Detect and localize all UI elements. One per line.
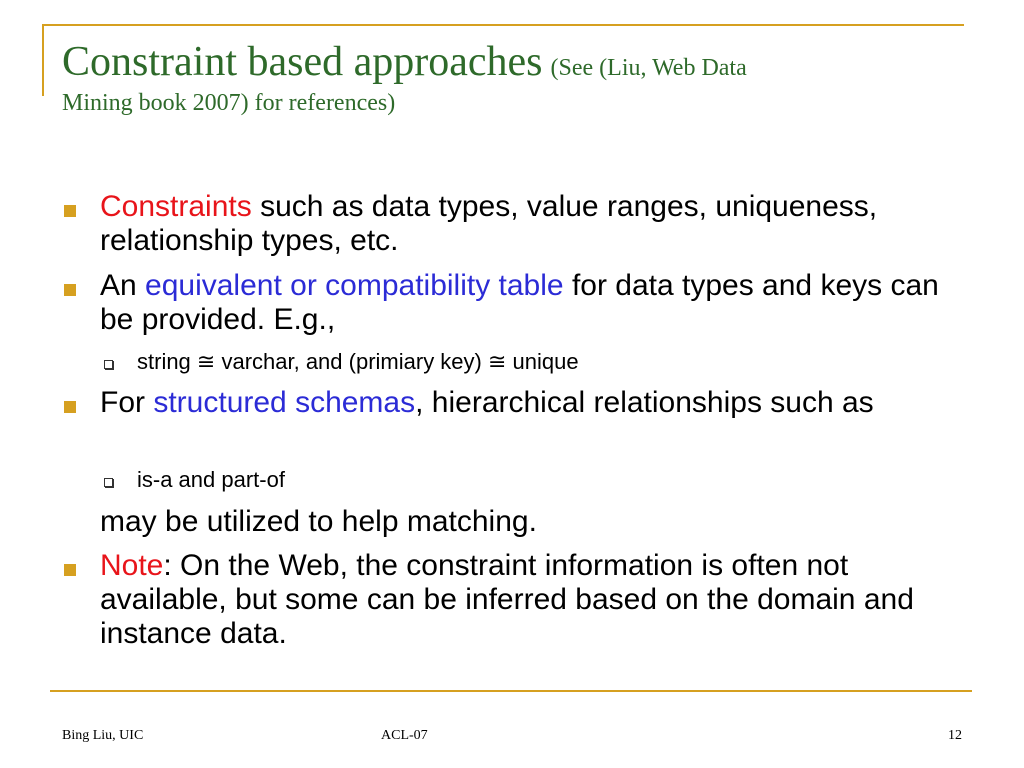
footer-venue: ACL-07 [381,728,428,743]
title-sub-line2: Mining book 2007) for references) [62,90,396,117]
highlight-equivalence-table: equivalent or compatibility table [145,269,564,302]
slide-number: 12 [948,728,962,743]
bullet-text: : On the Web, the constraint information is often not available, but some can be inferred based on the domain and instance data. [100,549,914,650]
square-bullet-icon [64,205,76,217]
highlight-note: Note [100,549,164,582]
bullet-note [100,549,970,651]
highlight-structured-schemas: structured schemas [153,386,416,419]
hollow-square-bullet-icon [104,478,113,487]
bullet-text: for data types and keys can be provided. E.g., [100,269,939,336]
square-bullet-icon [64,564,76,576]
bottom-rule [50,690,972,692]
bullet-prefix: An [100,269,146,302]
bullet-continuation: may be utilized to help matching. [100,505,537,538]
bullet-constraints [100,190,970,258]
title-sub-line1: (See (Liu, Web Data [550,55,747,81]
square-bullet-icon [64,284,76,296]
title-main: Constraint based approaches [62,39,543,85]
bullet-text: such as data types, value ranges, uniqueness, relationship types, etc. [100,190,878,257]
bullet-equivalence-table [100,269,970,337]
sub-bullet-relationship-example: is-a and part-of [137,467,285,492]
highlight-constraints: Constraints [100,190,252,223]
bullet-prefix: For [100,386,154,419]
footer-author: Bing Liu, UIC [62,728,144,743]
square-bullet-icon [64,401,76,413]
bullet-structured-schemas [100,386,970,420]
bullet-text: , hierarchical relationships such as [415,386,874,419]
sub-bullet-equivalence-example: string ≅ varchar, and (primiary key) ≅ unique [137,349,579,374]
hollow-square-bullet-icon [104,360,113,369]
